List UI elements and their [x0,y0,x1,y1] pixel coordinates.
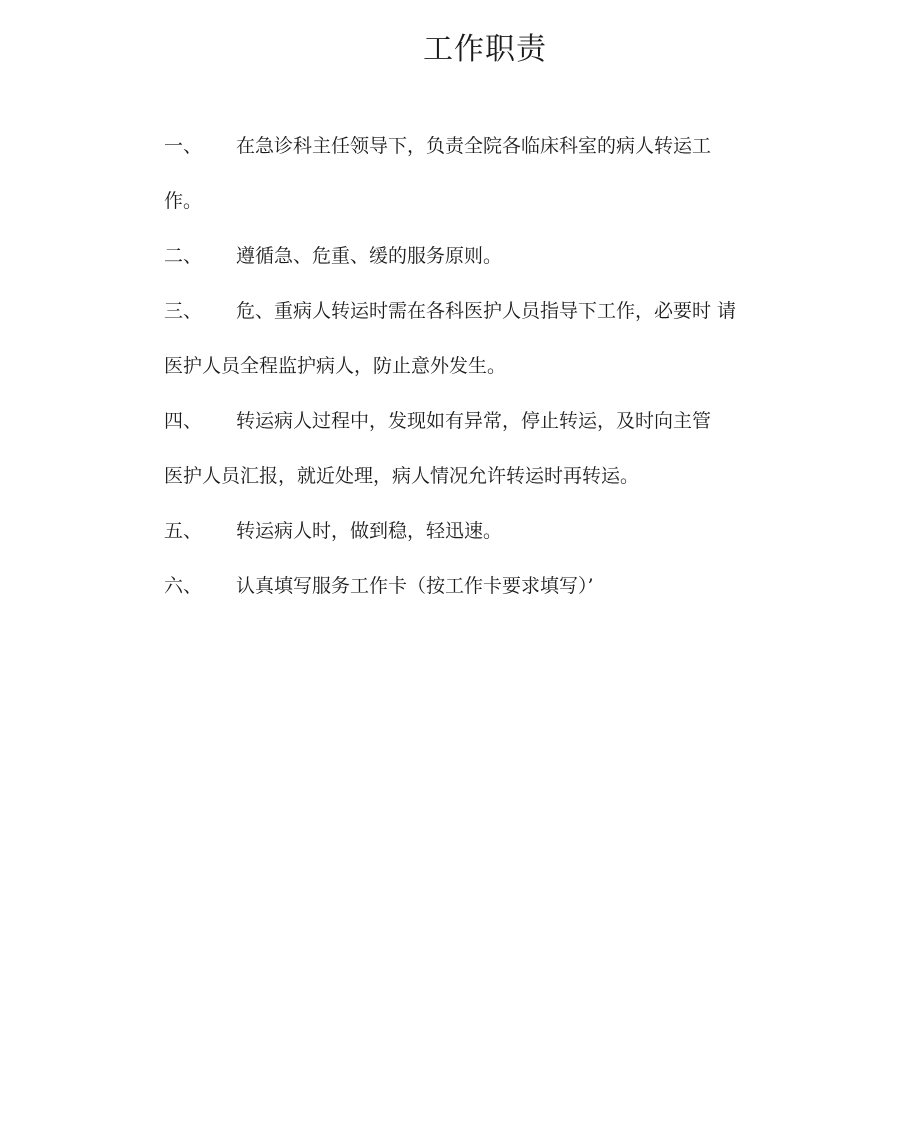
item-text: 转运病人过程中，发现如有异常，停止转运，及时向主管 [236,410,712,432]
item-text-continued: 作。 [164,190,203,212]
item-number: 一、 [164,135,203,157]
item-number: 六、 [164,575,203,597]
item-number: 二、 [164,245,203,267]
item-text: 转运病人时，做到稳，轻迅速。 [236,520,503,542]
item-text: 在急诊科主任领导下，负责全院各临床科室的病人转运工 [236,135,712,157]
item-number: 三、 [164,300,203,322]
item-number: 四、 [164,410,203,432]
item-text: 认真填写服务工作卡（按工作卡要求填写）’ [236,575,594,597]
page-title: 工作职责 [423,32,547,67]
item-number: 五、 [164,520,203,542]
item-text-continued: 医护人员全程监护病人，防止意外发生。 [164,355,507,377]
item-text-continued: 医护人员汇报，就近处理，病人情况允许转运时再转运。 [164,465,640,487]
item-text: 危、重病人转运时需在各科医护人员指导下工作，必要时 请 [236,300,737,322]
item-text: 遵循急、危重、缓的服务原则。 [236,245,503,267]
